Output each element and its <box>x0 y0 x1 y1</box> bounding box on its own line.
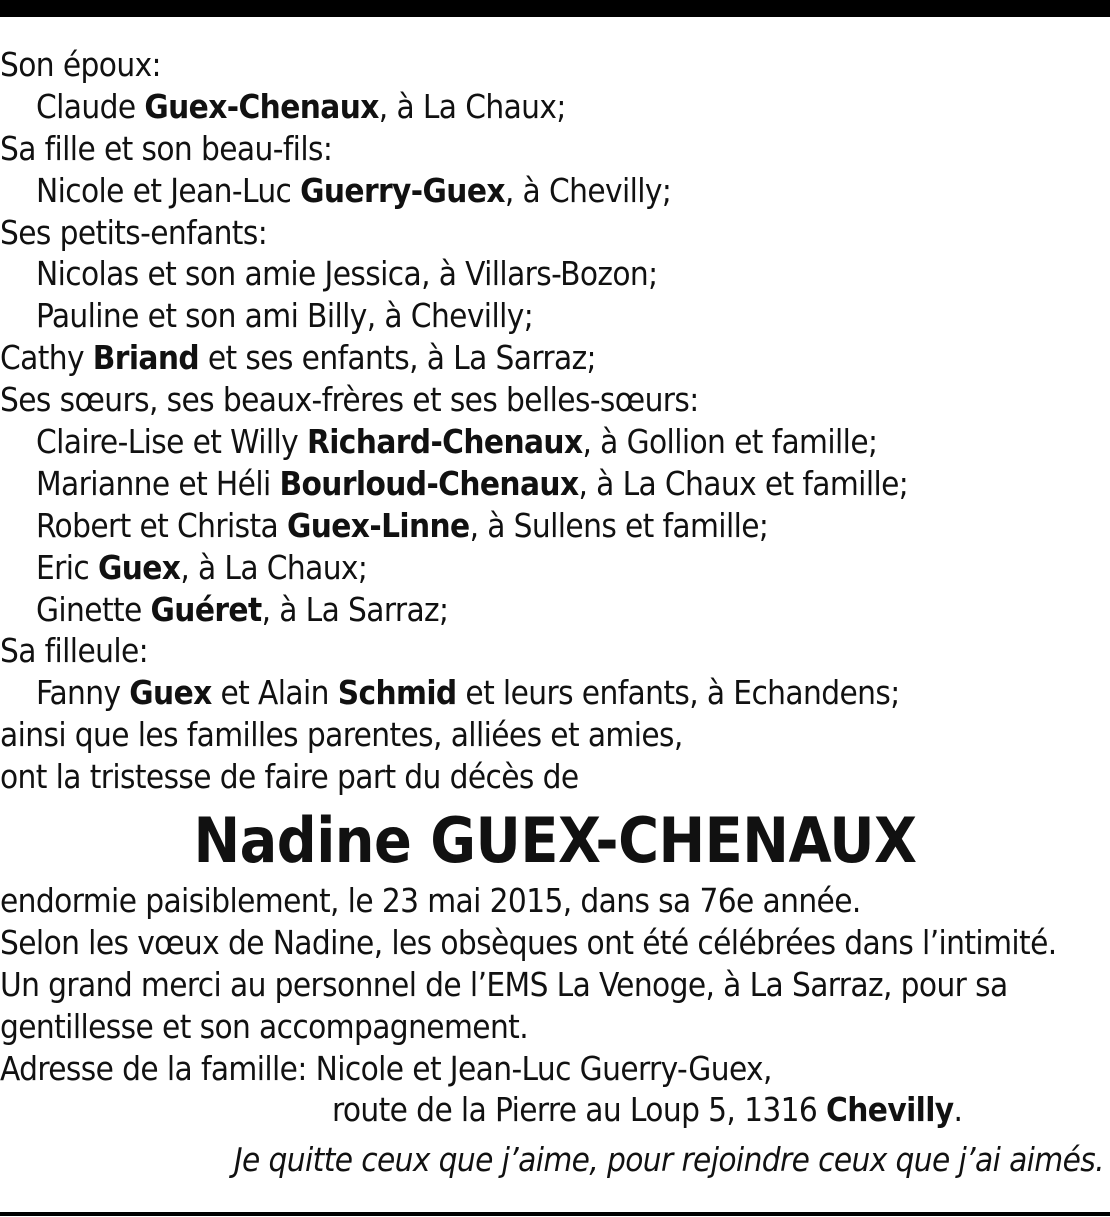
family-member: Nicolas et son amie Jessica, à Villars-Bozon; <box>36 254 658 294</box>
bottom-rule <box>0 1212 1110 1216</box>
family-surname: Bourloud-Chenaux <box>279 463 579 503</box>
family-surname: Guex-Chenaux <box>144 86 379 126</box>
detail-line: Selon les vœux de Nadine, les obsèques ont été célébrées dans l’intimité. <box>0 922 1057 962</box>
family-surname: Guéret <box>150 589 262 629</box>
family-surname: Guex <box>129 673 212 713</box>
family-heading: Sa fille et son beau-fils: <box>0 128 333 168</box>
address-city: Chevilly <box>826 1090 954 1130</box>
family-member: Nicole et Jean-Luc Guerry-Guex, à Chevilly; <box>36 170 672 210</box>
top-rule <box>0 0 1110 17</box>
family-heading: Sa filleule: <box>0 631 149 671</box>
family-surname: Briand <box>92 338 200 378</box>
family-member: Claude Guex-Chenaux, à La Chaux; <box>36 86 566 126</box>
family-heading: Son époux: <box>0 45 161 84</box>
family-member: Eric Guex, à La Chaux; <box>36 547 368 587</box>
family-heading: Ses petits-enfants: <box>0 212 268 252</box>
closing-line: ont la tristesse de faire part du décès de <box>0 757 579 797</box>
family-address-street: route de la Pierre au Loup 5, 1316 Chevilly. <box>332 1090 963 1130</box>
family-heading: Ses sœurs, ses beaux-frères et ses belles-sœurs: <box>0 380 699 420</box>
family-surname: Richard-Chenaux <box>306 422 583 462</box>
family-member: Pauline et son ami Billy, à Chevilly; <box>36 296 534 336</box>
family-member: Ginette Guéret, à La Sarraz; <box>36 589 449 629</box>
family-member: Cathy Briand et ses enfants, à La Sarraz; <box>0 338 596 378</box>
family-member: Marianne et Héli Bourloud-Chenaux, à La Chaux et famille; <box>36 463 909 503</box>
closing-quote: Je quitte ceux que j’aime, pour rejoindre ceux que j’ai aimés. <box>233 1140 1104 1180</box>
detail-line: Un grand merci au personnel de l’EMS La Venoge, à La Sarraz, pour sa <box>0 964 1008 1004</box>
family-surname: Guerry-Guex <box>300 170 505 210</box>
address-label: Adresse de la famille: <box>0 1048 316 1088</box>
family-member: Robert et Christa Guex-Linne, à Sullens et famille; <box>36 505 769 545</box>
family-address <box>0 1048 1110 1090</box>
obituary-notice <box>0 44 1110 1181</box>
family-surname: Schmid <box>337 673 457 713</box>
family-member: Claire-Lise et Willy Richard-Chenaux, à Gollion et famille; <box>36 422 878 462</box>
family-surname: Guex <box>97 547 181 587</box>
closing-line: ainsi que les familles parentes, alliées et amies, <box>0 715 683 755</box>
family-surname: Guex-Linne <box>286 505 470 545</box>
address-contact: Nicole et Jean-Luc Guerry-Guex, <box>315 1048 772 1088</box>
family-member: Fanny Guex et Alain Schmid et leurs enfants, à Echandens; <box>36 673 900 713</box>
detail-line: gentillesse et son accompagnement. <box>0 1006 529 1046</box>
detail-line: endormie paisiblement, le 23 mai 2015, dans sa 76e année. <box>0 881 861 921</box>
deceased-name: Nadine GUEX-CHENAUX <box>193 804 917 878</box>
